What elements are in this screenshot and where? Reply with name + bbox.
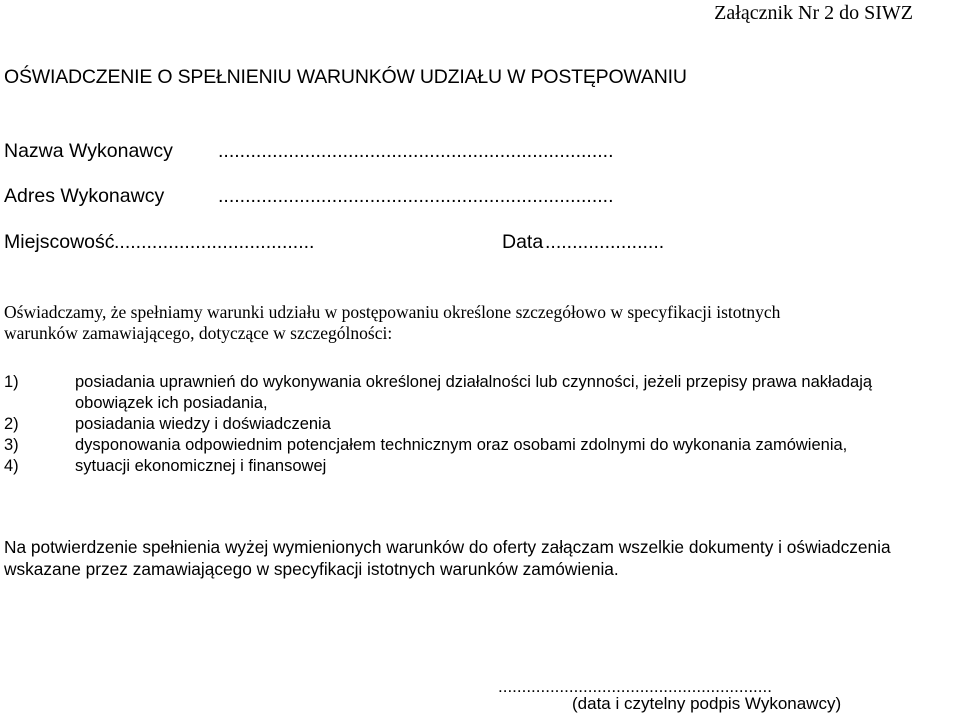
closing-line: wskazane przez zamawiającego w specyfikacji istotnych warunków zamówienia. <box>4 559 619 579</box>
contractor-name-label: Nazwa Wykonawcy <box>4 140 173 162</box>
closing-statement <box>4 536 959 580</box>
place-field[interactable]: ..................................... <box>114 231 315 253</box>
list-item <box>4 393 960 414</box>
date-field[interactable]: ...................... <box>545 231 665 253</box>
list-item <box>4 456 960 477</box>
document-title: OŚWIADCZENIE O SPEŁNIENIU WARUNKÓW UDZIAŁU W POSTĘPOWANIU <box>4 66 687 88</box>
list-item-number: 1) <box>4 373 19 391</box>
list-item-text: obowiązek ich posiadania, <box>75 394 268 412</box>
signature-field[interactable]: .......................................................... <box>498 677 772 696</box>
list-item-text: posiadania uprawnień do wykonywania określonej działalności lub czynności, jeżeli przepisy prawa nakładają <box>75 373 873 391</box>
list-item-number: 3) <box>4 436 19 454</box>
list-item-text: dysponowania odpowiednim potencjałem technicznym oraz osobami zdolnymi do wykonania zamówienia, <box>75 436 848 454</box>
annex-label: Załącznik Nr 2 do SIWZ <box>714 2 913 24</box>
signature-caption: (data i czytelny podpis Wykonawcy) <box>572 694 842 713</box>
intro-line: warunków zamawiającego, dotyczące w szczególności: <box>4 323 393 343</box>
contractor-name-field[interactable]: ......................................................................... <box>218 140 614 162</box>
date-label: Data <box>502 231 544 253</box>
list-item <box>4 414 960 435</box>
closing-line: Na potwierdzenie spełnienia wyżej wymienionych warunków do oferty załączam wszelkie dokumenty i oświadczenia <box>4 537 891 557</box>
list-item-number: 4) <box>4 457 19 475</box>
contractor-address-field[interactable]: ......................................................................... <box>218 185 614 207</box>
contractor-address-label: Adres Wykonawcy <box>4 185 165 207</box>
list-item-text: posiadania wiedzy i doświadczenia <box>75 415 331 433</box>
list-item <box>4 372 960 393</box>
intro-line: Oświadczamy, że spełniamy warunki udziału w postępowaniu określone szczegółowo w specyfikacji istotnych <box>4 302 781 322</box>
list-item-number: 2) <box>4 415 19 433</box>
list-item-text: sytuacji ekonomicznej i finansowej <box>75 457 327 475</box>
conditions-list <box>4 372 960 492</box>
declaration-intro <box>4 302 944 344</box>
place-label: Miejscowość <box>4 231 115 253</box>
list-item <box>4 435 960 456</box>
